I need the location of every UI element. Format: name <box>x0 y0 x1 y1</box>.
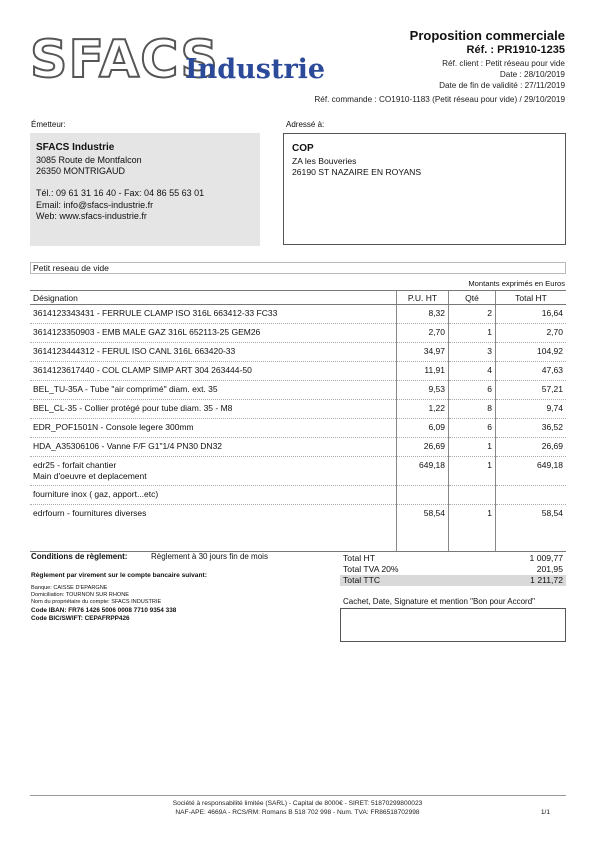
total-ttc-row <box>340 575 566 586</box>
item-quantity <box>449 343 496 362</box>
item-designation <box>30 362 397 381</box>
item-total-text: 9,74 <box>546 403 563 413</box>
recipient-address-line2: 26190 ST NAZAIRE EN ROYANS <box>292 167 422 177</box>
footer-divider <box>30 795 566 796</box>
item-total <box>496 486 567 505</box>
document-title: Proposition commerciale <box>409 28 565 43</box>
item-total-text: 16,64 <box>541 308 563 318</box>
table-row <box>30 505 566 552</box>
header-unit-price: P.U. HT <box>397 291 449 305</box>
totals-block <box>340 553 566 586</box>
table-row <box>30 343 566 362</box>
item-designation-text: HDA_A35306106 - Vanne F/F G1"1/4 PN30 DN32 <box>33 441 223 451</box>
item-designation <box>30 400 397 419</box>
table-header-row <box>30 291 566 305</box>
item-designation-text: BEL_TU-35A - Tube "air comprimé" diam. ext. 35 <box>33 384 218 394</box>
item-unit-price <box>397 400 449 419</box>
total-ttc-label: Total TTC <box>343 575 381 585</box>
item-unit-price <box>397 362 449 381</box>
total-tva-label: Total TVA 20% <box>343 564 399 574</box>
iban-code: Code IBAN: FR76 1426 5006 0008 7710 9354 338 <box>31 607 177 614</box>
company-logo <box>30 30 326 91</box>
item-unit-price <box>397 343 449 362</box>
item-unit-price-text: 9,53 <box>428 384 445 394</box>
item-description-extra: Main d'oeuvre et deplacement <box>33 471 147 481</box>
item-unit-price <box>397 381 449 400</box>
header-quantity: Qté <box>449 291 496 305</box>
item-unit-price-text: 8,32 <box>428 308 445 318</box>
item-unit-price <box>397 457 449 486</box>
item-quantity-text: 4 <box>487 365 492 375</box>
item-unit-price <box>397 486 449 505</box>
item-quantity-text: 6 <box>487 422 492 432</box>
order-reference: Réf. commande : CO1910-1183 (Petit réseau pour vide) / 29/10/2019 <box>314 95 565 104</box>
page-number: 1/1 <box>540 809 550 816</box>
issuer-address-line1: 3085 Route de Montfalcon <box>36 155 142 165</box>
signature-box <box>340 608 566 642</box>
item-unit-price-text: 26,69 <box>423 441 445 451</box>
item-total-text: 57,21 <box>541 384 563 394</box>
currency-note: Montants exprimés en Euros <box>468 279 565 288</box>
item-designation <box>30 381 397 400</box>
item-quantity-text: 6 <box>487 384 492 394</box>
item-total-text: 2,70 <box>546 327 563 337</box>
item-quantity-text: 1 <box>487 327 492 337</box>
item-unit-price <box>397 419 449 438</box>
total-tva-row <box>340 564 566 575</box>
item-designation <box>30 457 397 486</box>
item-designation-text: BEL_CL-35 - Collier protégé pour tube diam. 35 - M8 <box>33 403 233 413</box>
total-tva-value: 201,95 <box>536 564 563 574</box>
header-designation: Désignation <box>30 291 397 305</box>
item-designation-text: 3614123343431 - FERRULE CLAMP ISO 316L 663412-33 FC33 <box>33 308 278 318</box>
item-designation-text: EDR_POF1501N - Console legere 300mm <box>33 422 194 432</box>
item-quantity-text: 1 <box>487 508 492 518</box>
item-total <box>496 419 567 438</box>
item-quantity <box>449 486 496 505</box>
conditions-value: Règlement à 30 jours fin de mois <box>151 552 268 561</box>
item-unit-price-text: 6,09 <box>428 422 445 432</box>
item-unit-price <box>397 505 449 552</box>
document-date: Date : 28/10/2019 <box>499 70 565 79</box>
item-total-text: 26,69 <box>541 441 563 451</box>
logo-subtitle: Industrie <box>185 54 326 85</box>
item-quantity-text: 1 <box>487 460 492 470</box>
table-row <box>30 324 566 343</box>
total-ht-label: Total HT <box>343 553 375 563</box>
account-holder: Nom du propriétaire du compte: SFACS INDUSTRIE <box>31 599 162 605</box>
item-designation <box>30 486 397 505</box>
item-total <box>496 505 567 552</box>
item-designation-text: fourniture inox ( gaz, apport...etc) <box>33 489 159 499</box>
client-reference: Réf. client : Petit réseau pour vide <box>442 59 565 68</box>
item-designation <box>30 343 397 362</box>
item-quantity <box>449 362 496 381</box>
issuer-website: Web: www.sfacs-industrie.fr <box>36 211 147 221</box>
item-quantity <box>449 438 496 457</box>
item-designation <box>30 438 397 457</box>
header-total: Total HT <box>496 291 567 305</box>
table-row <box>30 381 566 400</box>
item-total <box>496 324 567 343</box>
item-unit-price <box>397 324 449 343</box>
item-total <box>496 305 567 324</box>
item-designation-text: 3614123444312 - FERUL ISO CANL 316L 663420-33 <box>33 346 236 356</box>
footer-legal-line2: NAF-APE: 4669A - RCS/RM: Romans B 518 702 998 - Num. TVA: FR86518702998 <box>175 809 420 816</box>
table-row <box>30 400 566 419</box>
transfer-title: Règlement par virement sur le compte bancaire suivant: <box>31 572 207 579</box>
document-reference: Réf. : PR1910-1235 <box>466 44 565 56</box>
item-designation <box>30 324 397 343</box>
issuer-phone: Tél.: 09 61 31 16 40 - Fax: 04 86 55 63 01 <box>36 188 205 198</box>
bic-code: Code BIC/SWIFT: CEPAFRPP426 <box>31 615 130 622</box>
validity-date: Date de fin de validité : 27/11/2019 <box>439 81 565 90</box>
item-quantity <box>449 400 496 419</box>
table-row <box>30 305 566 324</box>
item-quantity <box>449 419 496 438</box>
subject-field: Petit reseau de vide <box>30 262 566 274</box>
item-unit-price-text: 11,91 <box>424 365 445 375</box>
item-quantity-text: 8 <box>487 403 492 413</box>
conditions-label: Conditions de règlement: <box>31 552 128 561</box>
item-total-text: 58,54 <box>541 508 563 518</box>
item-total <box>496 438 567 457</box>
item-total <box>496 362 567 381</box>
issuer-name: SFACS Industrie <box>36 142 115 153</box>
item-quantity <box>449 305 496 324</box>
recipient-address-line1: ZA les Bouveries <box>292 156 357 166</box>
issuer-email: Email: info@sfacs-industrie.fr <box>36 200 154 210</box>
item-quantity-text: 2 <box>487 308 492 318</box>
item-quantity-text: 3 <box>487 346 492 356</box>
recipient-box <box>283 133 566 245</box>
logo-wordmark: SFACS <box>30 30 219 90</box>
item-total-text: 47,63 <box>541 365 563 375</box>
item-designation <box>30 419 397 438</box>
item-quantity <box>449 505 496 552</box>
item-total <box>496 400 567 419</box>
item-total-text: 649,18 <box>537 460 563 470</box>
items-table <box>30 290 566 552</box>
total-ttc-value: 1 211,72 <box>530 575 563 585</box>
item-total-text: 36,52 <box>541 422 563 432</box>
total-ht-row <box>340 553 566 564</box>
item-designation-text: edr25 - forfait chantier <box>33 460 117 470</box>
item-unit-price <box>397 305 449 324</box>
item-quantity <box>449 457 496 486</box>
table-row <box>30 419 566 438</box>
bank-name: Banque: CAISSE D'EPARGNE <box>31 585 108 591</box>
table-row <box>30 457 566 486</box>
item-designation-text: edrfourn - fournitures diverses <box>33 508 147 518</box>
issuer-address-line2: 26350 MONTRIGAUD <box>36 166 126 176</box>
item-unit-price-text: 2,70 <box>428 327 445 337</box>
item-designation <box>30 505 397 552</box>
recipient-name: COP <box>292 143 314 154</box>
item-unit-price-text: 649,18 <box>419 460 445 470</box>
item-unit-price <box>397 438 449 457</box>
footer-legal-line1: Société à responsabilité limitée (SARL) - Capital de 8000€ - SIRET: 51870299800023 <box>172 800 423 807</box>
item-total <box>496 343 567 362</box>
item-designation-text: 3614123617440 - COL CLAMP SIMP ART 304 263444-50 <box>33 365 252 375</box>
item-quantity <box>449 381 496 400</box>
item-quantity-text: 1 <box>487 441 492 451</box>
table-row <box>30 362 566 381</box>
item-unit-price-text: 58,54 <box>423 508 445 518</box>
item-unit-price-text: 34,97 <box>423 346 445 356</box>
item-quantity <box>449 324 496 343</box>
total-ht-value: 1 009,77 <box>529 553 563 563</box>
item-total <box>496 381 567 400</box>
bank-domiciliation: Domiciliation: TOURNON SUR RHONE <box>31 592 130 598</box>
item-total <box>496 457 567 486</box>
item-total-text: 104,92 <box>537 346 563 356</box>
item-designation <box>30 305 397 324</box>
table-row <box>30 486 566 505</box>
recipient-label: Adressé à: <box>286 120 325 129</box>
item-designation-text: 3614123350903 - EMB MALE GAZ 316L 652113-25 GEM26 <box>33 327 261 337</box>
item-unit-price-text: 1,22 <box>428 403 445 413</box>
issuer-label: Émetteur: <box>31 120 66 129</box>
signature-label: Cachet, Date, Signature et mention "Bon pour Accord" <box>343 597 536 606</box>
table-row <box>30 438 566 457</box>
issuer-box <box>30 133 260 246</box>
